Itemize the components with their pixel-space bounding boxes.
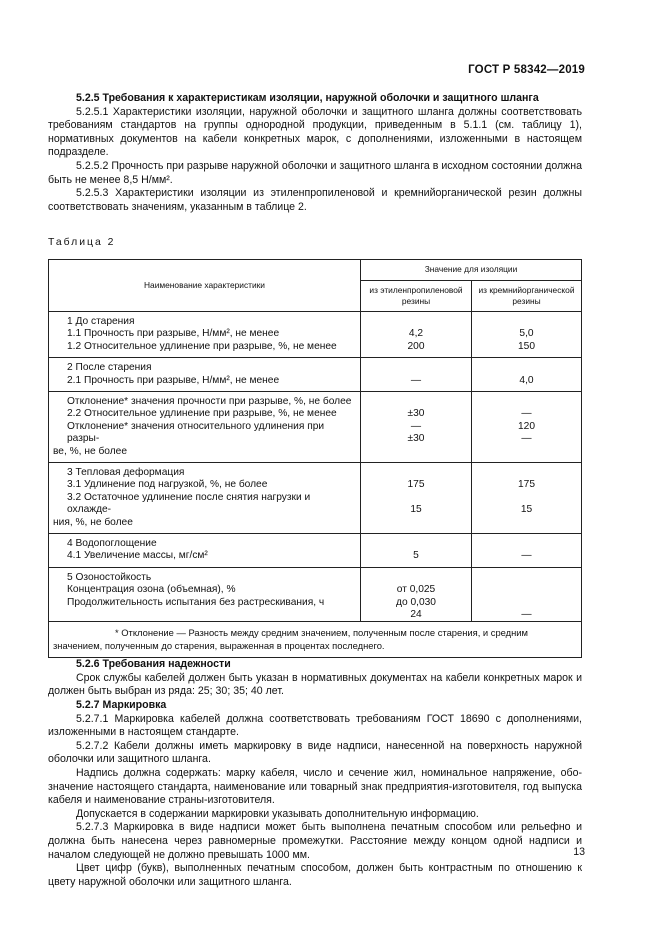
characteristic-cell [49,311,361,357]
paragraph-5-2-5-2 [48,160,582,187]
value-line: — [410,374,422,386]
value-cell-si [472,463,582,534]
value-line [472,362,581,374]
paragraph-inscription-content: Надпись должна содержать: марку кабеля, число и сечение жил, номинальное напряжение, обозначение настоящего стандарта, наименование или товарный знак предприятия-изготовителя, год выпуска кабеля и наименование страны-изготовителя. [48,767,582,807]
value-cell-epr [361,534,472,568]
characteristic-line: Продолжительность испытания без растрескивания, ч [67,596,325,608]
value-line [361,538,471,550]
value-cell-epr [361,391,472,462]
value-line [361,572,471,584]
characteristic-line: 1.2 Относительное удлинение при разрыве, %, не менее [67,340,337,352]
value-line: до 0,030 [396,596,436,608]
characteristic-line: 4 Водопоглощение [67,538,157,550]
value-cell-epr [361,463,472,534]
table-2 [48,259,582,658]
paragraph-print-color: Цвет цифр (букв), выполненных печатным способом, должен быть контрастным по отношению к цвету наружной оболочки или защитного шланга. [48,862,582,888]
value-line: — [521,433,532,445]
value-line: 120 [518,420,535,432]
value-cell-epr [361,567,472,622]
value-line: — [410,420,422,432]
value-line: 150 [518,340,535,352]
value-cell-si [472,358,582,392]
section-5-2-7-heading: 5.2.7 Маркировка [76,699,167,712]
value-line: 175 [518,479,535,491]
characteristic-line: 3 Тепловая деформация [67,467,185,478]
value-line [361,316,471,328]
characteristic-line: 2.2 Относительное удлинение при разрыве, %, не менее [67,408,337,420]
paragraph-5-2-7-3: 5.2.7.3 Маркировка в виде надписи может быть выполнена печатным способом или рельефно и должна быть нанесена через равномерные промежутки. Расстояние между концом одной надписи и началом следующей не должно превышать 1000 мм. [48,821,582,861]
characteristic-line: 5 Озоностойкость [67,571,152,583]
value-line: 5,0 [519,328,534,340]
value-cell-si [472,391,582,462]
characteristic-line: ния, %, не более [53,516,133,528]
characteristic-cell [49,534,361,568]
value-line [472,584,581,596]
value-line [361,396,471,408]
value-line: 15 [520,504,533,516]
characteristic-cell [49,391,361,462]
table-group-row [49,358,582,392]
characteristic-line: 4.1 Увеличение массы, мг/см² [67,550,208,562]
value-line: ±30 [407,408,425,420]
value-line: 4,2 [408,328,424,340]
value-cell-epr [361,311,472,357]
value-line [472,572,581,584]
header-si: из кремнийорганической резины [472,280,582,311]
value-line: — [521,609,532,621]
value-cell-epr [361,358,472,392]
characteristic-line: 2 После старения [67,362,152,374]
paragraph-5-2-5-1: 5.2.5.1 Характеристики изоляции, наружной оболочки и защитного шланга должны соответствовать требованиям стандартов на группы однородной продукции, приведенным в 5.1.1 (см. таблицу 1), нормативных документов на кабели конкретных марок, с дополнениями, изложенными в настоящем подразделе. [48,105,582,159]
characteristic-cell [49,358,361,392]
characteristic-line: Отклонение* значения прочности при разрыве, %, не более [67,395,352,407]
value-cell-si [472,311,582,357]
table-group-row [49,567,582,622]
header-characteristic: Наименование характеристики [49,259,361,311]
section-5-2-5-heading: 5.2.5 Требования к характеристикам изоляции, наружной оболочки и защитного шланга [76,92,539,104]
value-line: 5 [413,550,419,562]
value-cell-si [472,534,582,568]
value-line [361,467,471,479]
table-caption: Таблица 2 [48,237,116,249]
header-epr: из этиленпропиленовой резины [361,280,472,311]
value-line: ±30 [407,433,425,445]
paragraph-5-2-6: Срок службы кабелей должен быть указан в нормативных документах на кабели конкретных марок и должен быть выбран из ряда: 25; 30; 35; 40 лет. [48,671,582,698]
value-line [472,538,581,550]
value-line [472,597,581,609]
paragraph-5-2-5-2-end: . [169,173,173,186]
page-content [48,92,582,889]
characteristic-line: 1.1 Прочность при разрыве, Н/мм², не менее [67,328,280,340]
paragraph-5-2-5-3: 5.2.5.3 Характеристики изоляции из этиленпропиленовой и кремнийорганической резин должны соответствовать значениям, указанным в таблице 2. [48,187,582,213]
characteristic-line: Отклонение* значения относительного удлинения при разры- [67,420,325,445]
characteristic-line: 3.2 Остаточное удлинение после снятия нагрузки и охлажде- [67,491,311,516]
value-line: — [521,408,532,420]
value-line: 4,0 [519,374,534,386]
value-line: 175 [407,479,425,491]
characteristic-line: 2.1 Прочность при разрыве, Н/мм², не менее [67,374,280,386]
paragraph-5-2-7-2: 5.2.7.2 Кабели должны иметь маркировку в виде надписи, нанесенной на поверхность наружной оболочки или защитного шланга. [48,739,582,766]
value-line [472,316,581,328]
value-cell-si [472,567,582,622]
value-line: от 0,025 [396,584,436,596]
value-line [472,467,581,479]
section-5-2-6-heading: 5.2.6 Требования надежности [76,658,231,671]
characteristic-cell [49,463,361,534]
value-line: 200 [407,340,425,352]
value-line [361,362,471,374]
value-line: 15 [410,504,422,516]
header-value-group: Значение для изоляции [361,259,582,280]
characteristic-line: 1 До старения [67,315,135,327]
value-line [472,492,581,504]
characteristic-line: ве, %, не более [53,445,128,457]
value-line [472,396,581,408]
table-group-row [49,391,582,462]
page-number: 13 [573,846,585,858]
paragraph-5-2-5-2-text: 5.2.5.2 Прочность при разрыве наружной оболочки и защитного шланга в исходном состоянии должна быть не менее 8,5 Н/мм² [48,159,582,186]
table-footnote [49,622,582,658]
characteristic-cell [49,567,361,622]
paragraph-5-2-7-1: 5.2.7.1 Маркировка кабелей должна соответствовать требованиям ГОСТ 18690 с дополнениями, изложенными в настоящем стандарте. [48,712,582,739]
value-line: 24 [410,609,422,621]
standard-designation: ГОСТ Р 58342—2019 [468,64,585,76]
characteristic-line: 3.1 Удлинение под нагрузкой, %, не более [67,479,268,491]
table-group-row [49,534,582,568]
paragraph-additional-info: Допускается в содержании маркировки указывать дополнительную информацию. [76,807,479,820]
table-group-row [49,463,582,534]
value-line [361,492,471,504]
value-line: — [521,550,532,562]
characteristic-line: Концентрация озона (объемная), % [67,584,236,596]
table-group-row [49,311,582,357]
footnote-text: * Отклонение — Разность между средним значением, полученным после старения, и средним значением, полученным до старения, выраженная в процентах последнего. [53,627,528,651]
